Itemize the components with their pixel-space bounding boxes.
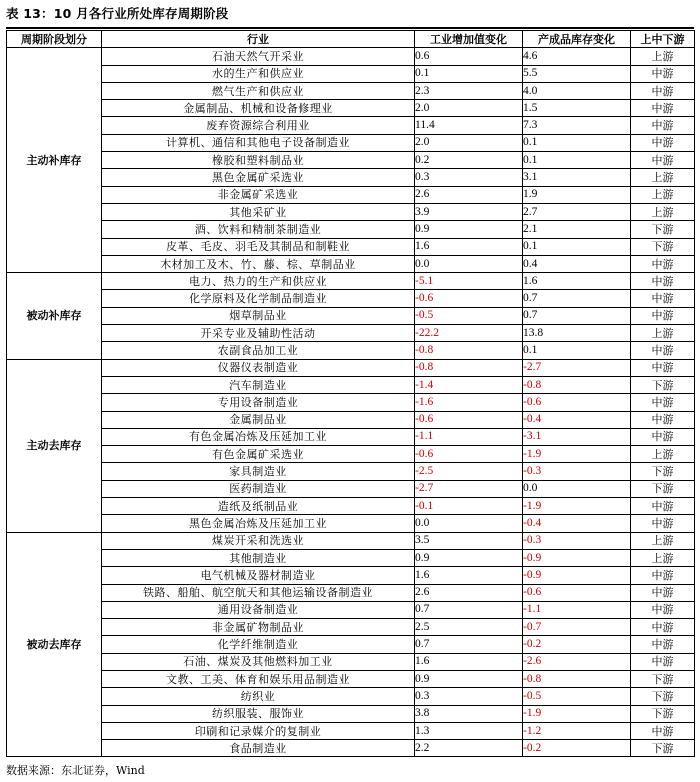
chain-position-cell: 上游	[631, 169, 695, 186]
value-added-change-cell: 0.7	[415, 601, 523, 618]
table-row	[7, 549, 695, 566]
table-row	[7, 221, 695, 238]
value-added-change-cell: -0.1	[415, 498, 523, 515]
value-added-change-cell: 1.6	[415, 653, 523, 670]
inventory-change-cell: 0.1	[523, 238, 631, 255]
industry-cell: 汽车制造业	[102, 376, 415, 393]
industry-cell: 其他制造业	[102, 549, 415, 566]
table-row	[7, 186, 695, 203]
table-header-row	[7, 31, 695, 48]
inventory-change-cell: 0.1	[523, 134, 631, 151]
table-row	[7, 619, 695, 636]
value-added-change-cell: 2.3	[415, 82, 523, 99]
inventory-change-cell: 2.7	[523, 203, 631, 220]
table-row	[7, 376, 695, 393]
industry-cell: 文教、工美、体育和娱乐用品制造业	[102, 670, 415, 687]
inventory-change-cell: -0.3	[523, 532, 631, 549]
table-row	[7, 169, 695, 186]
inventory-change-cell: -1.1	[523, 601, 631, 618]
inventory-change-cell: -1.2	[523, 722, 631, 739]
inventory-change-cell: -0.6	[523, 584, 631, 601]
chain-position-cell: 中游	[631, 411, 695, 428]
value-added-change-cell: 0.7	[415, 636, 523, 653]
inventory-change-cell: -2.6	[523, 653, 631, 670]
chain-position-cell: 中游	[631, 636, 695, 653]
chain-position-cell: 中游	[631, 722, 695, 739]
inventory-change-cell: 13.8	[523, 325, 631, 342]
value-added-change-cell: 0.6	[415, 48, 523, 65]
industry-cell: 印刷和记录媒介的复制业	[102, 722, 415, 739]
value-added-change-cell: 3.8	[415, 705, 523, 722]
inventory-change-cell: 4.0	[523, 82, 631, 99]
industry-cell: 其他采矿业	[102, 203, 415, 220]
inventory-change-cell: 0.4	[523, 255, 631, 272]
industry-cell: 有色金属矿采选业	[102, 446, 415, 463]
table-title: 表 13：10 月各行业所处库存周期阶段	[6, 6, 229, 21]
chain-position-cell: 中游	[631, 100, 695, 117]
header-value-added-change: 工业增加值变化	[415, 31, 523, 48]
table-row	[7, 532, 695, 549]
inventory-change-cell: 7.3	[523, 117, 631, 134]
chain-position-cell: 中游	[631, 359, 695, 376]
industry-cell: 黑色金属冶炼及压延加工业	[102, 515, 415, 532]
industry-cell: 废弃资源综合利用业	[102, 117, 415, 134]
table-row	[7, 203, 695, 220]
table-row	[7, 307, 695, 324]
table-row	[7, 584, 695, 601]
table-row	[7, 688, 695, 705]
industry-cell: 铁路、船舶、航空航天和其他运输设备制造业	[102, 584, 415, 601]
inventory-change-cell: 0.7	[523, 307, 631, 324]
industry-cell: 通用设备制造业	[102, 601, 415, 618]
value-added-change-cell: -0.6	[415, 446, 523, 463]
value-added-change-cell: 1.6	[415, 567, 523, 584]
stage-cell: 主动去库存	[7, 359, 102, 532]
inventory-change-cell: 0.0	[523, 480, 631, 497]
table-row	[7, 82, 695, 99]
chain-position-cell: 下游	[631, 238, 695, 255]
table-row	[7, 515, 695, 532]
inventory-change-cell: -0.4	[523, 515, 631, 532]
industry-cell: 纺织业	[102, 688, 415, 705]
value-added-change-cell: -0.6	[415, 290, 523, 307]
table-row	[7, 498, 695, 515]
value-added-change-cell: -0.5	[415, 307, 523, 324]
value-added-change-cell: 0.1	[415, 65, 523, 82]
value-added-change-cell: 1.6	[415, 238, 523, 255]
industry-cell: 纺织服装、服饰业	[102, 705, 415, 722]
table-row	[7, 670, 695, 687]
value-added-change-cell: 0.2	[415, 152, 523, 169]
table-row	[7, 463, 695, 480]
value-added-change-cell: -0.8	[415, 359, 523, 376]
value-added-change-cell: 2.0	[415, 100, 523, 117]
chain-position-cell: 中游	[631, 653, 695, 670]
stage-cell: 被动去库存	[7, 532, 102, 757]
inventory-change-cell: 0.1	[523, 342, 631, 359]
inventory-change-cell: -3.1	[523, 428, 631, 445]
chain-position-cell: 下游	[631, 376, 695, 393]
chain-position-cell: 上游	[631, 446, 695, 463]
industry-cell: 有色金属冶炼及压延加工业	[102, 428, 415, 445]
table-row	[7, 705, 695, 722]
chain-position-cell: 上游	[631, 549, 695, 566]
inventory-change-cell: 2.1	[523, 221, 631, 238]
inventory-change-cell: -0.2	[523, 636, 631, 653]
table-row	[7, 446, 695, 463]
title-rule	[6, 27, 694, 29]
chain-position-cell: 下游	[631, 463, 695, 480]
chain-position-cell: 上游	[631, 532, 695, 549]
value-added-change-cell: 2.6	[415, 584, 523, 601]
industry-cell: 开采专业及辅助性活动	[102, 325, 415, 342]
chain-position-cell: 中游	[631, 273, 695, 290]
chain-position-cell: 上游	[631, 186, 695, 203]
industry-cell: 电力、热力的生产和供应业	[102, 273, 415, 290]
value-added-change-cell: -0.6	[415, 411, 523, 428]
value-added-change-cell: 0.3	[415, 688, 523, 705]
industry-cell: 农副食品加工业	[102, 342, 415, 359]
table-row	[7, 65, 695, 82]
industry-cell: 化学原料及化学制品制造业	[102, 290, 415, 307]
value-added-change-cell: -2.7	[415, 480, 523, 497]
chain-position-cell: 下游	[631, 705, 695, 722]
inventory-change-cell: 5.5	[523, 65, 631, 82]
value-added-change-cell: 2.2	[415, 740, 523, 757]
table-row	[7, 567, 695, 584]
industry-cell: 计算机、通信和其他电子设备制造业	[102, 134, 415, 151]
industry-cell: 酒、饮料和精制茶制造业	[102, 221, 415, 238]
industry-cell: 煤炭开采和洗选业	[102, 532, 415, 549]
chain-position-cell: 中游	[631, 515, 695, 532]
industry-cell: 橡胶和塑料制品业	[102, 152, 415, 169]
inventory-change-cell: -0.7	[523, 619, 631, 636]
industry-cell: 石油天然气开采业	[102, 48, 415, 65]
table-row	[7, 636, 695, 653]
value-added-change-cell: 1.3	[415, 722, 523, 739]
inventory-change-cell: -0.4	[523, 411, 631, 428]
industry-cell: 非金属矿物制品业	[102, 619, 415, 636]
chain-position-cell: 中游	[631, 567, 695, 584]
value-added-change-cell: -1.6	[415, 394, 523, 411]
table-row	[7, 325, 695, 342]
industry-cell: 水的生产和供应业	[102, 65, 415, 82]
table-row	[7, 117, 695, 134]
industry-cell: 家具制造业	[102, 463, 415, 480]
inventory-change-cell: -0.5	[523, 688, 631, 705]
industry-cell: 燃气生产和供应业	[102, 82, 415, 99]
inventory-change-cell: -0.9	[523, 567, 631, 584]
header-industry: 行业	[102, 31, 415, 48]
chain-position-cell: 中游	[631, 394, 695, 411]
chain-position-cell: 上游	[631, 203, 695, 220]
chain-position-cell: 中游	[631, 290, 695, 307]
chain-position-cell: 下游	[631, 740, 695, 757]
chain-position-cell: 中游	[631, 255, 695, 272]
header-chain-position: 上中下游	[631, 31, 695, 48]
inventory-change-cell: -1.9	[523, 705, 631, 722]
chain-position-cell: 中游	[631, 428, 695, 445]
table-row	[7, 428, 695, 445]
value-added-change-cell: 2.0	[415, 134, 523, 151]
chain-position-cell: 中游	[631, 342, 695, 359]
inventory-change-cell: -0.3	[523, 463, 631, 480]
industry-cell: 皮革、毛皮、羽毛及其制品和制鞋业	[102, 238, 415, 255]
value-added-change-cell: -5.1	[415, 273, 523, 290]
value-added-change-cell: 0.3	[415, 169, 523, 186]
table-row	[7, 411, 695, 428]
inventory-cycle-table	[6, 30, 695, 757]
table-row	[7, 238, 695, 255]
table-row	[7, 134, 695, 151]
inventory-change-cell: -0.9	[523, 549, 631, 566]
chain-position-cell: 下游	[631, 670, 695, 687]
value-added-change-cell: 3.9	[415, 203, 523, 220]
chain-position-cell: 中游	[631, 134, 695, 151]
value-added-change-cell: -22.2	[415, 325, 523, 342]
inventory-change-cell: 0.7	[523, 290, 631, 307]
inventory-change-cell: 4.6	[523, 48, 631, 65]
chain-position-cell: 中游	[631, 117, 695, 134]
chain-position-cell: 中游	[631, 65, 695, 82]
table-row	[7, 740, 695, 757]
value-added-change-cell: -2.5	[415, 463, 523, 480]
table-row	[7, 601, 695, 618]
chain-position-cell: 中游	[631, 82, 695, 99]
chain-position-cell: 中游	[631, 619, 695, 636]
chain-position-cell: 上游	[631, 48, 695, 65]
table-row	[7, 342, 695, 359]
value-added-change-cell: 2.5	[415, 619, 523, 636]
value-added-change-cell: -1.4	[415, 376, 523, 393]
chain-position-cell: 中游	[631, 152, 695, 169]
chain-position-cell: 中游	[631, 584, 695, 601]
inventory-change-cell: -1.9	[523, 446, 631, 463]
industry-cell: 食品制造业	[102, 740, 415, 757]
chain-position-cell: 中游	[631, 498, 695, 515]
table-row	[7, 722, 695, 739]
inventory-change-cell: 1.5	[523, 100, 631, 117]
inventory-change-cell: -0.6	[523, 394, 631, 411]
industry-cell: 烟草制品业	[102, 307, 415, 324]
stage-cell: 被动补库存	[7, 273, 102, 359]
table-row	[7, 152, 695, 169]
table-row	[7, 290, 695, 307]
industry-cell: 黑色金属矿采选业	[102, 169, 415, 186]
inventory-change-cell: 1.6	[523, 273, 631, 290]
data-source-note: 数据来源：东北证券，Wind	[6, 764, 145, 777]
industry-cell: 专用设备制造业	[102, 394, 415, 411]
industry-cell: 木材加工及木、竹、藤、棕、草制品业	[102, 255, 415, 272]
table-row	[7, 480, 695, 497]
value-added-change-cell: 0.9	[415, 549, 523, 566]
chain-position-cell: 上游	[631, 325, 695, 342]
stage-cell: 主动补库存	[7, 48, 102, 273]
value-added-change-cell: 11.4	[415, 117, 523, 134]
table-row	[7, 653, 695, 670]
chain-position-cell: 下游	[631, 480, 695, 497]
industry-cell: 化学纤维制造业	[102, 636, 415, 653]
inventory-change-cell: -1.9	[523, 498, 631, 515]
value-added-change-cell: 0.0	[415, 515, 523, 532]
inventory-change-cell: -0.2	[523, 740, 631, 757]
table-row	[7, 48, 695, 65]
industry-cell: 医药制造业	[102, 480, 415, 497]
industry-cell: 金属制品、机械和设备修理业	[102, 100, 415, 117]
industry-cell: 造纸及纸制品业	[102, 498, 415, 515]
table-row	[7, 100, 695, 117]
header-inventory-change: 产成品库存变化	[523, 31, 631, 48]
inventory-change-cell: -0.8	[523, 670, 631, 687]
table-row	[7, 255, 695, 272]
value-added-change-cell: 0.9	[415, 221, 523, 238]
value-added-change-cell: -1.1	[415, 428, 523, 445]
chain-position-cell: 中游	[631, 601, 695, 618]
table-row	[7, 394, 695, 411]
industry-cell: 仪器仪表制造业	[102, 359, 415, 376]
value-added-change-cell: -0.8	[415, 342, 523, 359]
value-added-change-cell: 2.6	[415, 186, 523, 203]
inventory-change-cell: -2.7	[523, 359, 631, 376]
inventory-change-cell: -0.8	[523, 376, 631, 393]
inventory-change-cell: 1.9	[523, 186, 631, 203]
industry-cell: 电气机械及器材制造业	[102, 567, 415, 584]
value-added-change-cell: 0.9	[415, 670, 523, 687]
header-stage: 周期阶段划分	[7, 31, 102, 48]
inventory-change-cell: 0.1	[523, 152, 631, 169]
industry-cell: 非金属矿采选业	[102, 186, 415, 203]
inventory-change-cell: 3.1	[523, 169, 631, 186]
table-row	[7, 273, 695, 290]
table-body	[7, 48, 695, 757]
chain-position-cell: 下游	[631, 221, 695, 238]
chain-position-cell: 中游	[631, 307, 695, 324]
value-added-change-cell: 0.0	[415, 255, 523, 272]
industry-cell: 金属制品业	[102, 411, 415, 428]
industry-cell: 石油、煤炭及其他燃料加工业	[102, 653, 415, 670]
chain-position-cell: 下游	[631, 688, 695, 705]
value-added-change-cell: 3.5	[415, 532, 523, 549]
table-row	[7, 359, 695, 376]
